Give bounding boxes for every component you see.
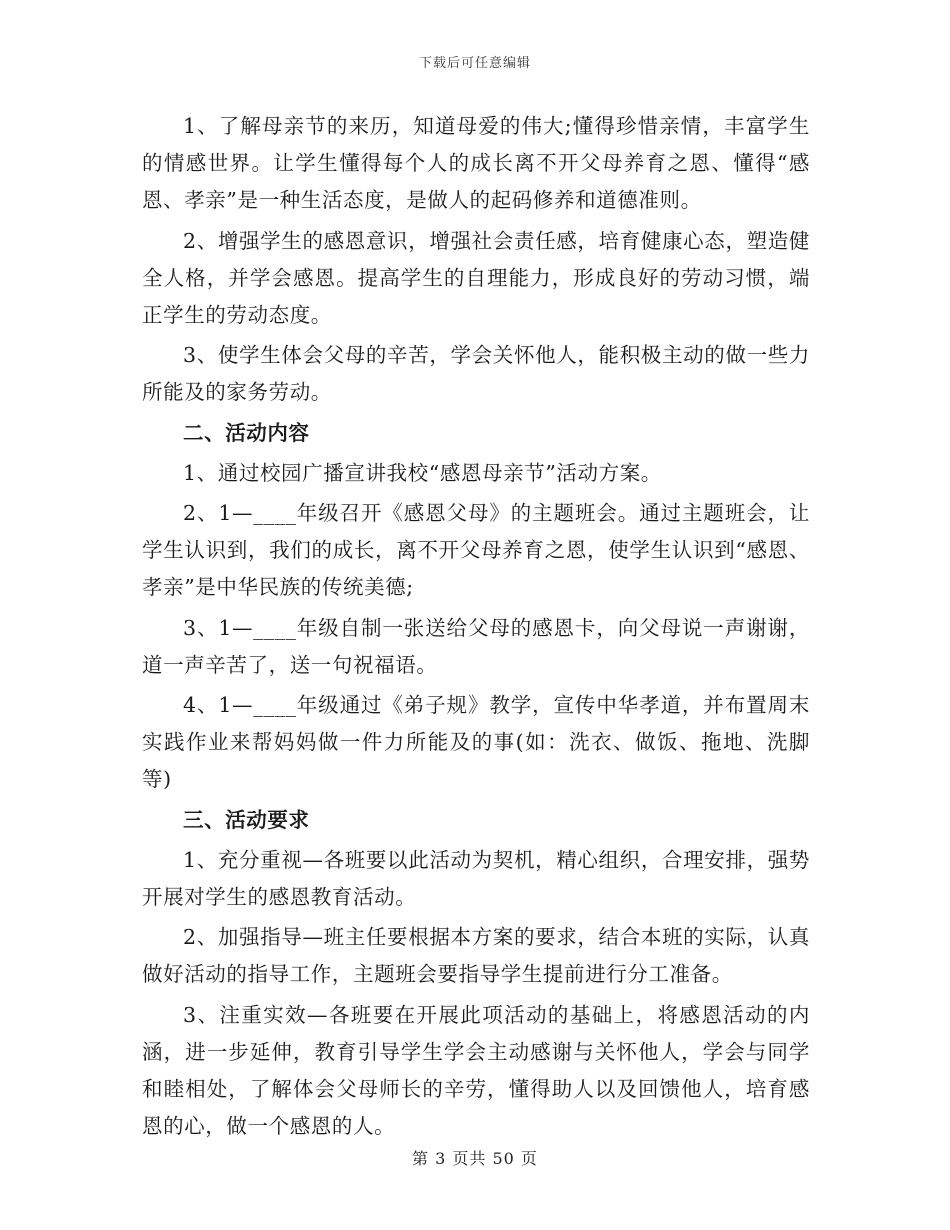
goal-paragraph-1: 1、了解母亲节的来历，知道母爱的伟大;懂得珍惜亲情，丰富学生的情感世界。让学生懂得每个人的成长离不开父母养育之恩、懂得“感恩、孝亲”是一种生活态度，是做人的起码修养和道德准则。 xyxy=(142,114,810,213)
content-item-3: 3、1—____年级自制一张送给父母的感恩卡，向父母说一声谢谢，道一声辛苦了，送一句祝福语。 xyxy=(142,615,810,677)
section-heading-content: 二、活动内容 xyxy=(183,420,310,445)
content-item-2: 2、1—____年级召开《感恩父母》的主题班会。通过主题班会，让学生认识到，我们的成长，离不开父母养育之恩，使学生认识到“感恩、孝亲”是中华民族的传统美德; xyxy=(142,501,810,600)
document-body xyxy=(142,108,810,1145)
content-item-4: 4、1—____年级通过《弟子规》教学，宣传中华孝道，并布置周末实践作业来帮妈妈做一件力所能及的事(如：洗衣、做饭、拖地、洗脚等) xyxy=(142,693,810,792)
goal-paragraph-2: 2、增强学生的感恩意识，增强社会责任感，培育健康心态，塑造健全人格，并学会感恩。提高学生的自理能力，形成良好的劳动习惯，端正学生的劳动态度。 xyxy=(142,228,810,328)
goal-paragraph-3: 3、使学生体会父母的辛苦，学会关怀他人，能积极主动的做一些力所能及的家务劳动。 xyxy=(142,343,810,405)
section-heading-requirements: 三、活动要求 xyxy=(183,807,310,832)
requirement-item-2: 2、加强指导—班主任要根据本方案的要求，结合本班的实际，认真做好活动的指导工作，主题班会要指导学生提前进行分工准备。 xyxy=(142,925,810,987)
page-header-note: 下载后可任意编辑 xyxy=(418,56,531,71)
content-item-1: 1、通过校园广播宣讲我校“感恩母亲节”活动方案。 xyxy=(183,460,662,485)
page-number: 第 3 页共 50 页 xyxy=(412,1149,538,1168)
requirement-item-3: 3、注重实效—各班要在开展此项活动的基础上，将感恩活动的内涵，进一步延伸，教育引导学生学会主动感谢与关怀他人，学会与同学和睦相处，了解体会父母师长的辛劳，懂得助人以及回馈他人，培育感恩的心，做一个感恩的人。 xyxy=(142,1002,810,1139)
requirement-item-1: 1、充分重视—各班要以此活动为契机，精心组织，合理安排，强势开展对学生的感恩教育活动。 xyxy=(142,847,810,910)
